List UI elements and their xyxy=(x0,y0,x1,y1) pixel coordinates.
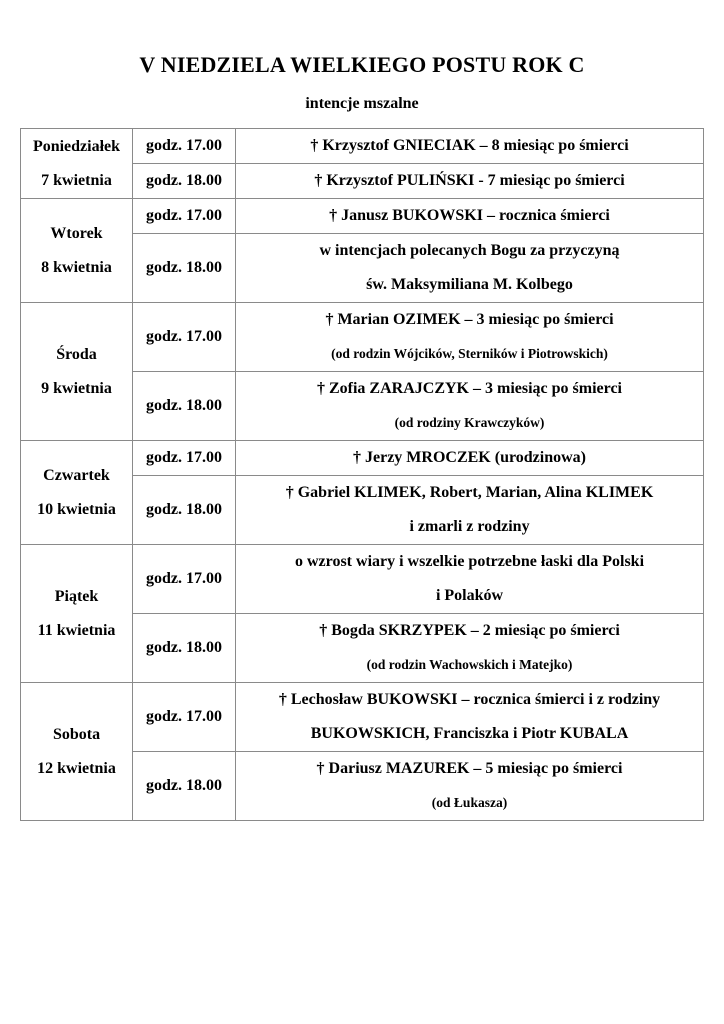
mass-intention xyxy=(236,683,704,752)
intention-line: BUKOWSKICH, Franciszka i Piotr KUBALA xyxy=(310,725,629,742)
mass-time: godz. 17.00 xyxy=(133,199,236,234)
mass-time: godz. 18.00 xyxy=(133,614,236,683)
intention-line: † Krzysztof GNIECIAK – 8 miesiąc po śmierci xyxy=(310,137,629,154)
intention-line: † Lechosław BUKOWSKI – rocznica śmierci i z rodziny xyxy=(278,691,661,708)
intention-line: † Krzysztof PULIŃSKI - 7 miesiąc po śmierci xyxy=(314,172,625,189)
intention-line: św. Maksymiliana M. Kolbego xyxy=(366,276,573,293)
intention-line: i Polaków xyxy=(435,587,504,604)
mass-time: godz. 17.00 xyxy=(133,129,236,164)
mass-intention xyxy=(236,614,704,683)
mass-intention xyxy=(236,441,704,476)
intention-note: (od rodziny Krawczyków) xyxy=(394,415,545,430)
mass-intention xyxy=(236,545,704,614)
intention-note: (od rodzin Wachowskich i Matejko) xyxy=(366,657,573,672)
mass-time: godz. 18.00 xyxy=(133,234,236,303)
table-row xyxy=(21,199,704,234)
day-cell xyxy=(21,683,133,821)
page-title: V NIEDZIELA WIELKIEGO POSTU ROK C xyxy=(139,52,585,77)
day-cell xyxy=(21,303,133,441)
mass-time: godz. 18.00 xyxy=(133,372,236,441)
intention-note: (od rodzin Wójcików, Sterników i Piotrowskich) xyxy=(331,346,608,361)
intention-line: o wzrost wiary i wszelkie potrzebne łaski dla Polski xyxy=(294,553,645,570)
mass-time: godz. 18.00 xyxy=(133,164,236,199)
mass-intention xyxy=(236,476,704,545)
day-cell xyxy=(21,129,133,199)
intention-line: † Dariusz MAZUREK – 5 miesiąc po śmierci xyxy=(316,760,623,777)
mass-time: godz. 17.00 xyxy=(133,545,236,614)
day-date: 11 kwietnia xyxy=(37,621,116,639)
day-date: 8 kwietnia xyxy=(41,258,112,276)
day-name: Środa xyxy=(56,345,97,363)
day-date: 12 kwietnia xyxy=(37,759,116,777)
table-row xyxy=(21,129,704,164)
mass-intention xyxy=(236,234,704,303)
intention-line: † Jerzy MROCZEK (urodzinowa) xyxy=(352,449,586,466)
mass-intention xyxy=(236,372,704,441)
mass-time: godz. 18.00 xyxy=(133,476,236,545)
table-row xyxy=(21,545,704,614)
mass-time: godz. 17.00 xyxy=(133,303,236,372)
day-date: 7 kwietnia xyxy=(41,171,112,189)
mass-time: godz. 18.00 xyxy=(133,752,236,821)
mass-intention xyxy=(236,129,704,164)
mass-time: godz. 17.00 xyxy=(133,441,236,476)
intention-line: † Zofia ZARAJCZYK – 3 miesiąc po śmierci xyxy=(316,380,622,397)
intention-note: (od Łukasza) xyxy=(431,795,508,810)
intention-line: i zmarli z rodziny xyxy=(409,518,530,535)
intention-line: † Gabriel KLIMEK, Robert, Marian, Alina KLIMEK xyxy=(285,484,654,501)
mass-intention xyxy=(236,752,704,821)
table-row xyxy=(21,683,704,752)
day-cell xyxy=(21,441,133,545)
intention-line: w intencjach polecanych Bogu za przyczyną xyxy=(319,242,620,259)
mass-intention xyxy=(236,164,704,199)
day-cell xyxy=(21,545,133,683)
mass-intention xyxy=(236,303,704,372)
day-date: 9 kwietnia xyxy=(41,379,112,397)
table-row xyxy=(21,441,704,476)
intention-line: † Bogda SKRZYPEK – 2 miesiąc po śmierci xyxy=(319,622,620,639)
mass-intentions-table xyxy=(20,128,704,821)
day-name: Wtorek xyxy=(50,224,103,242)
table-row xyxy=(21,303,704,372)
day-name: Poniedziałek xyxy=(32,137,121,155)
page-subtitle: intencje mszalne xyxy=(305,95,419,112)
day-cell xyxy=(21,199,133,303)
mass-intention xyxy=(236,199,704,234)
day-name: Czwartek xyxy=(43,466,110,484)
intention-line: † Marian OZIMEK – 3 miesiąc po śmierci xyxy=(325,311,614,328)
day-date: 10 kwietnia xyxy=(37,500,116,518)
mass-time: godz. 17.00 xyxy=(133,683,236,752)
day-name: Sobota xyxy=(52,725,101,743)
intention-line: † Janusz BUKOWSKI – rocznica śmierci xyxy=(329,207,610,224)
day-name: Piątek xyxy=(54,587,99,605)
